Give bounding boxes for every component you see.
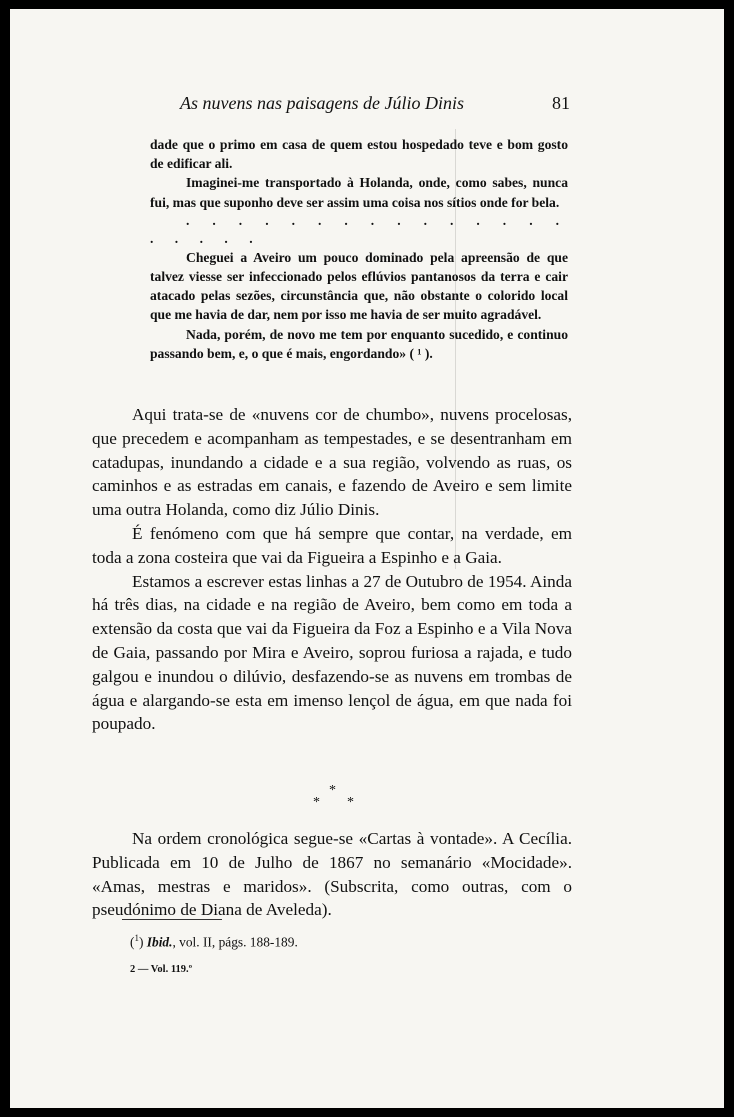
body2-paragraph-1: Na ordem cronológica segue-se «Cartas à vontade». A Cecília. Publicada em 10 de Julho de 1867 no semanário «Mocidade». «Amas, mestras e maridos». (Subscrita, como outras, com o pseudónimo de Diana de Aveleda). — [92, 829, 572, 920]
main-text — [92, 403, 572, 736]
footnote-ref: Ibid. — [146, 934, 173, 950]
section-separator — [305, 783, 365, 813]
footnote-marker: 1 — [134, 933, 139, 943]
body-paragraph-3: Estamos a escrever estas linhas a 27 de Outubro de 1954. Ainda há três dias, na cidade e na região de Aveiro, bem como em toda a extensão da costa que vai da Figueira da Foz a Espinho e a Vila Nova de Gaia, passando por Mira e Aveiro, soprou furiosa a rajada, e tudo galgou e inundou o dilúvio, desfazendo-se as nuvens em trombas de água e alargando-se esta em imenso lençol de água, em que nada foi poupado. — [92, 571, 572, 734]
footnote-text: , vol. II, págs. 188-189. — [172, 934, 298, 950]
quote-paragraph-4: Nada, porém, de novo me tem por enquanto sucedido, e continuo passando bem, e, o que é mais, engordando» ( ¹ ). — [150, 326, 568, 361]
ellipsis-dots: . . . . . . . . . . . . . . . . . . . . — [150, 212, 568, 246]
page-number: 81 — [552, 93, 570, 113]
body-paragraph-1: Aqui trata-se de «nuvens cor de chumbo», nuvens procelosas, que precedem e acompanham as tempestades, e se desentranham em catadupas, inundando a cidade e a sua região, volvendo as ruas, os caminhos e as estradas em canais, e fazendo de Aveiro e sem limite uma outra Holanda, como diz Júlio Dinis. — [92, 405, 572, 520]
quote-paragraph-3: Cheguei a Aveiro um pouco dominado pela apreensão de que talvez viesse ser infeccionado pelos eflúvios pantanosos da terra e cair atacado pelas sezões, circunstância que, não obstante o colorido local que me havia de dar, nem por isso me havia de ser muito agradável. — [150, 249, 568, 323]
quoted-letter — [150, 135, 568, 363]
main-text-continued — [92, 827, 572, 922]
book-page — [10, 9, 724, 1108]
quote-paragraph-1: dade que o primo em casa de quem estou hospedado teve e bom gosto de edificar ali. — [150, 137, 568, 172]
separator-star-top: * — [329, 783, 336, 798]
quote-paragraph-2: Imaginei-me transportado à Holanda, onde, como sabes, nunca fui, mas que suponho deve ser assim uma coisa nos sítios onde for bela. — [150, 175, 568, 210]
separator-star-left: * — [313, 795, 320, 810]
separator-star-right: * — [347, 795, 354, 810]
running-title: As nuvens nas paisagens de Júlio Dinis — [180, 93, 464, 113]
body-paragraph-2: É fenómeno com que há sempre que contar, na verdade, em toda a zona costeira que vai da Figueira a Espinho e a Gaia. — [92, 523, 572, 567]
footnote-rule — [122, 919, 222, 920]
printer-signature: 2 — Vol. 119.º — [130, 964, 193, 975]
footnote: ($^1$) Ibid., vol. II, págs. 188-189. — [130, 933, 298, 950]
